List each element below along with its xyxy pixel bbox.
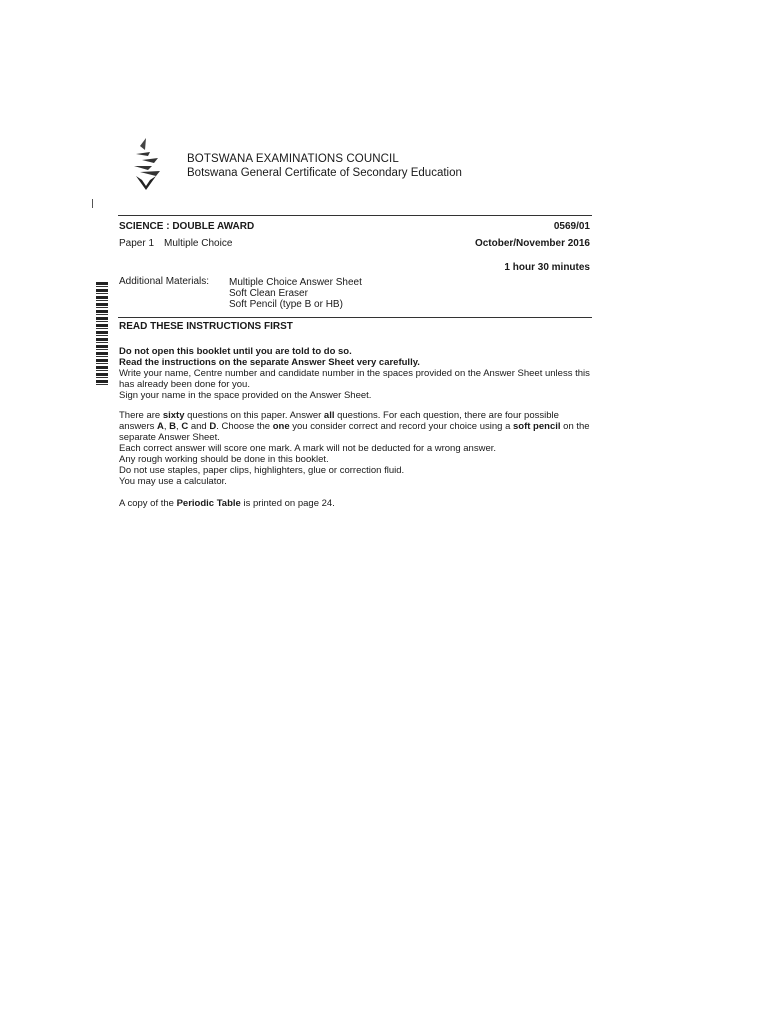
paper-number: Paper 1 <box>119 238 155 249</box>
instruction-line: Sign your name in the space provided on the Answer Sheet. <box>119 390 372 401</box>
exam-duration: 1 hour 30 minutes <box>504 262 590 273</box>
material-item: Soft Pencil (type B or HB) <box>229 299 343 310</box>
rule-line: Do not use staples, paper clips, highlighters, glue or correction fluid. <box>119 465 405 476</box>
divider-top <box>118 215 592 216</box>
barcode <box>96 282 108 386</box>
council-name: BOTSWANA EXAMINATIONS COUNCIL <box>187 153 399 165</box>
certificate-name: Botswana General Certificate of Secondary Education <box>187 167 462 179</box>
subject-title: SCIENCE : DOUBLE AWARD <box>119 221 255 232</box>
divider-bottom <box>118 317 592 318</box>
instructions-title: READ THESE INSTRUCTIONS FIRST <box>119 321 293 332</box>
paper-info <box>119 238 232 249</box>
materials-label: Additional Materials: <box>119 276 210 287</box>
periodic-table-note: A copy of the Periodic Table is printed on page 24. <box>119 498 335 509</box>
questions-paragraph: There are sixty questions on this paper. Answer all questions. For each question, there are four possible answers A, B, C and D. Choose the one you consider correct and record your choice using a soft pencil on the separate Answer Sheet. <box>119 410 590 443</box>
questions-block <box>119 410 593 487</box>
council-heading <box>187 152 462 180</box>
rule-line: Any rough working should be done in this booklet. <box>119 454 329 465</box>
paper-code: 0569/01 <box>553 221 590 232</box>
instruction-line: Write your name, Centre number and candidate number in the spaces provided on the Answer Sheet unless this has already been done for you. <box>119 368 590 390</box>
council-emblem-icon <box>128 136 164 192</box>
exam-session: October/November 2016 <box>474 238 590 249</box>
instruction-line: Read the instructions on the separate Answer Sheet very carefully. <box>119 357 420 368</box>
paper-type: Multiple Choice <box>164 238 233 249</box>
materials-list <box>229 277 362 310</box>
margin-mark <box>92 199 93 208</box>
material-item: Soft Clean Eraser <box>229 288 308 299</box>
rule-line: Each correct answer will score one mark. A mark will not be deducted for a wrong answer. <box>119 443 497 454</box>
instructions-block <box>119 346 593 401</box>
material-item: Multiple Choice Answer Sheet <box>229 277 362 288</box>
instruction-line: Do not open this booklet until you are told to do so. <box>119 346 352 357</box>
rule-line: You may use a calculator. <box>119 476 227 487</box>
